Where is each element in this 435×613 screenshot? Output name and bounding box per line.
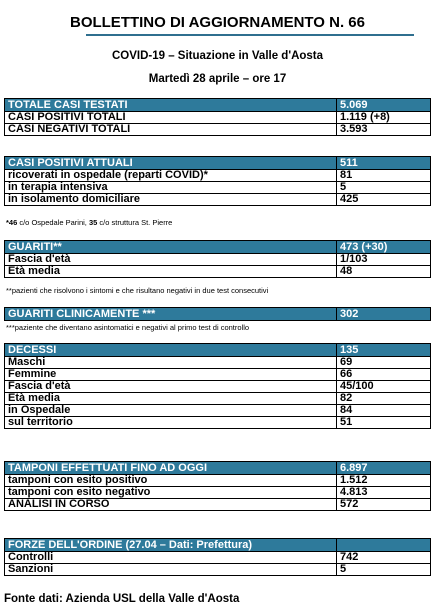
row-value: 5 [337,564,431,576]
row-label: tamponi con esito positivo [5,475,337,487]
row-value: 1/103 [337,254,431,266]
row-label: Sanzioni [5,564,337,576]
row-value: 425 [337,194,431,206]
table-row [5,170,431,182]
row-value: 4.813 [337,487,431,499]
row-value: 66 [337,369,431,381]
row-label: ricoverati in ospedale (reparti COVID)* [5,170,337,182]
row-value: 84 [337,405,431,417]
row-label: Età media [5,266,337,278]
section-header-label: CASI POSITIVI ATTUALI [5,157,337,170]
row-value: 82 [337,393,431,405]
table-row [5,405,431,417]
bulletin-date: Martedì 28 aprile – ore 17 [148,73,287,85]
row-value: 48 [337,266,431,278]
note-ricoverati [6,218,172,227]
row-label: Femmine [5,369,337,381]
row-label: Fascia d'età [5,381,337,393]
row-value: 742 [337,552,431,564]
row-label: ANALISI IN CORSO [5,499,337,511]
page-subtitle: COVID-19 – Situazione in Valle d'Aosta [111,50,324,62]
table-row [5,552,431,564]
section-header [5,539,431,552]
title-rule [86,34,414,36]
note-text: c/o struttura St. Pierre [97,218,173,227]
row-label: Maschi [5,357,337,369]
row-value: 3.593 [337,124,431,136]
section-header [5,462,431,475]
table-row [5,487,431,499]
row-label: CASI NEGATIVI TOTALI [5,124,337,136]
table-row [5,475,431,487]
table-row [5,564,431,576]
row-value: 45/100 [337,381,431,393]
row-value: 1.512 [337,475,431,487]
table-row [5,266,431,278]
row-label: in Ospedale [5,405,337,417]
table-row [5,417,431,429]
table-row [5,357,431,369]
section-header-value: 511 [337,157,431,170]
table-guariti-clinicamente [4,307,431,321]
table-tamponi [4,461,431,511]
section-header-value: 302 [337,308,431,321]
row-value: 572 [337,499,431,511]
row-label: in terapia intensiva [5,182,337,194]
table-row [5,182,431,194]
section-header [5,308,431,321]
row-label: CASI POSITIVI TOTALI [5,112,337,124]
table-row [5,381,431,393]
table-row [5,499,431,511]
table-row [5,393,431,405]
section-header-label: GUARITI** [5,241,337,254]
section-header [5,99,431,112]
section-header-label: TOTALE CASI TESTATI [5,99,337,112]
row-label: Fascia d'età [5,254,337,266]
row-label: tamponi con esito negativo [5,487,337,499]
row-label: in isolamento domiciliare [5,194,337,206]
section-header [5,157,431,170]
row-label: Controlli [5,552,337,564]
section-header-label: FORZE DELL'ORDINE (27.04 – Dati: Prefettura) [5,539,337,552]
row-value: 69 [337,357,431,369]
section-header-label: TAMPONI EFFETTUATI FINO AD OGGI [5,462,337,475]
row-value: 81 [337,170,431,182]
row-value: 51 [337,417,431,429]
note-text: c/o Ospedale Parini, [17,218,89,227]
table-positivi-attuali [4,156,431,206]
table-decessi [4,343,431,429]
note-number: *46 [6,218,18,227]
section-header-value: 6.897 [337,462,431,475]
note-guariti: **pazienti che risolvono i sintomi e che risultano negativi in due test consecutivi [6,286,269,295]
note-guariti-clinicamente: ***paziente che diventano asintomatici e negativi al primo test di controllo [6,323,250,332]
section-header-value: 5.069 [337,99,431,112]
section-header [5,344,431,357]
table-forze-ordine [4,538,431,576]
row-value: 5 [337,182,431,194]
table-row [5,194,431,206]
table-casi-testati [4,98,431,136]
table-row [5,124,431,136]
page-title: BOLLETTINO DI AGGIORNAMENTO N. 66 [69,14,365,31]
row-label: Età media [5,393,337,405]
row-value: 1.119 (+8) [337,112,431,124]
data-source: Fonte dati: Azienda USL della Valle d'Aosta [4,593,240,605]
section-header-value: 473 (+30) [337,241,431,254]
table-row [5,369,431,381]
row-label: sul territorio [5,417,337,429]
section-header-value: 135 [337,344,431,357]
table-row [5,254,431,266]
section-header-label: DECESSI [5,344,337,357]
section-header-label: GUARITI CLINICAMENTE *** [5,308,337,321]
note-number: 35 [88,218,98,227]
section-header-value [337,539,431,552]
section-header [5,241,431,254]
table-guariti [4,240,431,278]
table-row [5,112,431,124]
